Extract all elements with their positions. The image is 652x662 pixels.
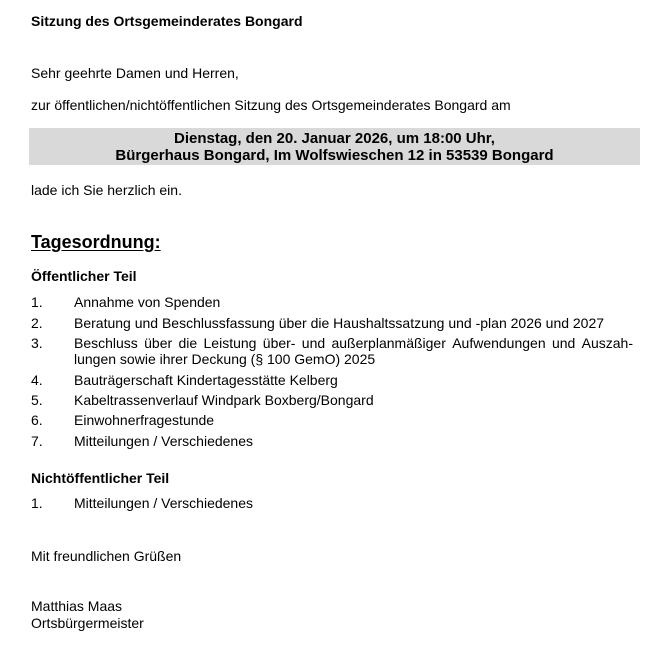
regards-text: Mit freundlichen Grüßen (31, 548, 182, 564)
agenda-item-text: Einwohnerfragestunde (74, 412, 215, 428)
agenda-item-number: 5. (31, 392, 43, 408)
meeting-details-box (29, 128, 640, 165)
salutation: Sehr geehrte Damen und Herren, (31, 65, 239, 81)
document-title: Sitzung des Ortsgemeinderates Bongard (31, 13, 303, 29)
agenda-item-number: 7. (31, 433, 43, 449)
agenda-item-text: Mitteilungen / Verschiedenes (74, 433, 253, 449)
agenda-item-text: Annahme von Spenden (74, 294, 221, 310)
private-section-heading: Nichtöffentlicher Teil (31, 470, 170, 486)
agenda-item-text-line2: lungen sowie ihrer Deckung (§ 100 GemO) 2025 (74, 351, 376, 367)
invite-closing: lade ich Sie herzlich ein. (31, 182, 182, 198)
agenda-item-number: 2. (31, 315, 43, 331)
agenda-item-number: 6. (31, 412, 43, 428)
intro-text: zur öffentlichen/nichtöffentlichen Sitzung des Ortsgemeinderates Bongard am (31, 97, 511, 113)
public-section-heading: Öffentlicher Teil (31, 268, 137, 284)
agenda-item-text: Beratung und Beschlussfassung über die Haushaltssatzung und -plan 2026 und 2027 (74, 315, 605, 331)
agenda-item-number: 1. (31, 495, 43, 511)
agenda-item-text-line1: Beschluss über die Leistung über- und außerplanmäßiger Aufwendungen und Auszah- (74, 335, 633, 351)
agenda-item-number: 3. (31, 335, 43, 351)
agenda-item-text: Bauträgerschaft Kindertagesstätte Kelberg (74, 372, 338, 388)
meeting-location-line: Bürgerhaus Bongard, Im Wolfswieschen 12 in 53539 Bongard (115, 147, 554, 164)
agenda-heading: Tagesordnung: (31, 232, 161, 252)
agenda-item-text: Mitteilungen / Verschiedenes (74, 495, 253, 511)
agenda-item-text: Kabeltrassenverlauf Windpark Boxberg/Bongard (74, 392, 374, 408)
agenda-item-number: 1. (31, 294, 43, 310)
agenda-item-number: 4. (31, 372, 43, 388)
signer-title: Ortsbürgermeister (31, 615, 144, 631)
meeting-date-line: Dienstag, den 20. Januar 2026, um 18:00 Uhr, (174, 130, 495, 147)
signer-name: Matthias Maas (31, 598, 123, 614)
